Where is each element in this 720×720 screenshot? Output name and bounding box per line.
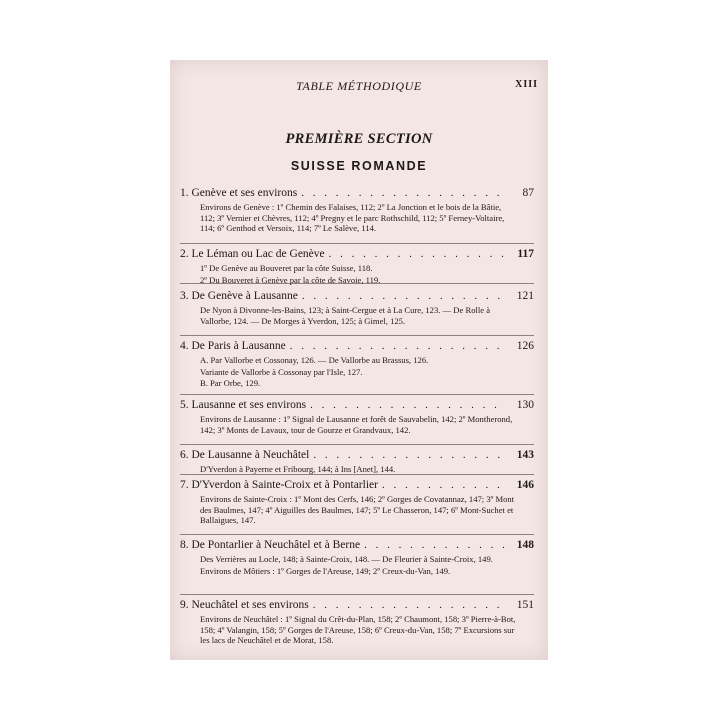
entry-divider: [180, 594, 534, 595]
entry-page: 151: [516, 599, 534, 611]
entry-detail: Environs de Neuchâtel : 1º Signal du Crêt-du-Plan, 158; 2º Chaumont, 158; 3º Pierre-à-Bot, 158; 4º Valangin, 158; 5º Gorges de l'Areuse, 158; 6º Creux-du-Van, 158; 7º Excursions sur les lacs de Neuchâtel et de Morat, 158.: [200, 614, 516, 646]
entry-detail: Environs de Sainte-Croix : 1º Mont des Cerfs, 146; 2º Gorges de Covatannaz, 147; 3º Mont des Baulmes, 147; 4º Aiguilles des Baulmes, 147; 5º Le Chasseron, 147; 6º Mont-Suchet et Ballaigues, 147.: [200, 494, 515, 526]
entry-page: 87: [522, 187, 534, 199]
entry-page: 148: [516, 539, 534, 551]
dot-leader: [310, 398, 506, 413]
book-page: [170, 60, 548, 660]
toc-entry-3: [180, 289, 534, 326]
entry-title: 3. De Genève à Lausanne: [180, 290, 298, 302]
running-head-title: TABLE MÉTHODIQUE: [296, 79, 422, 93]
entry-detail: De Nyon à Divonne-les-Bains, 123; à Saint-Cergue et à La Cure, 123. — De Rolle à Vallorbe, 124. — De Morges à Yverdon, 125; à Gimel, 125.: [200, 305, 491, 326]
entry-page: 143: [516, 449, 534, 461]
entry-page: 126: [516, 340, 534, 352]
toc-entry-4: [180, 339, 534, 389]
entry-page: 146: [516, 479, 534, 491]
toc-entry-5: [180, 398, 534, 435]
entry-divider: [180, 474, 534, 475]
dot-leader: [301, 186, 506, 201]
entry-title: 8. De Pontarlier à Neuchâtel et à Berne: [180, 539, 361, 551]
entry-detail: 2º Du Bouveret à Genève par la côte de Savoie, 119.: [200, 274, 381, 285]
entry-detail: Des Verrières au Locle, 148; à Sainte-Croix, 148. — De Fleurier à Sainte-Croix, 149.: [200, 554, 493, 564]
running-head: [170, 79, 548, 95]
dot-leader: [329, 247, 506, 262]
entry-title: 1. Genève et ses environs: [180, 187, 298, 199]
entry-title: 5. Lausanne et ses environs: [180, 399, 307, 411]
entry-divider: [180, 283, 534, 284]
toc-entry-7: [180, 478, 534, 526]
region-title: SUISSE ROMANDE: [290, 159, 428, 173]
dot-leader: [313, 598, 506, 613]
entry-detail: Environs de Genève : 1º Chemin des Falaises, 112; 2º La Jonction et le bois de la Bâtie, 112; 3º Vernier et Chèvres, 112; 4º Pregny et le parc Rothschild, 112; 5º Ferney-Voltaire, 114; 6º Genthod et Versoix, 114; 7º Le Salève, 114.: [200, 202, 505, 234]
entry-divider: [180, 335, 534, 336]
dot-leader: [302, 289, 506, 304]
entry-detail: B. Par Orbe, 129.: [200, 378, 261, 389]
entry-detail: D'Yverdon à Payerne et Fribourg, 144; à Ins [Anet], 144.: [200, 464, 396, 474]
entry-divider: [180, 243, 534, 244]
toc-entry-6: [180, 448, 534, 475]
entry-title: 2. Le Léman ou Lac de Genève: [180, 248, 325, 260]
toc-entry-1: [180, 186, 534, 234]
toc-entry-8: [180, 538, 534, 576]
entry-page: 117: [517, 248, 534, 260]
section-title: PREMIÈRE SECTION: [285, 131, 433, 147]
entry-detail: Variante de Vallorbe à Cossonay par l'Isle, 127.: [200, 366, 363, 377]
entry-detail: A. Par Vallorbe et Cossonay, 126. — De Vallorbe au Brassus, 126.: [200, 355, 429, 365]
entry-page: 121: [516, 290, 534, 302]
dot-leader: [364, 538, 506, 553]
entry-title: 6. De Lausanne à Neuchâtel: [180, 449, 310, 461]
toc-entry-2: [180, 247, 534, 285]
entry-title: 9. Neuchâtel et ses environs: [180, 599, 309, 611]
entry-divider: [180, 444, 534, 445]
entry-detail: Environs de Lausanne : 1º Signal de Lausanne et forêt de Sauvabelin, 142; 2º Montherond, 142; 3º Monts de Lavaux, tour de Gourze et Grandvaux, 142.: [200, 414, 513, 435]
entry-title: 4. De Paris à Lausanne: [180, 340, 286, 352]
dot-leader: [290, 339, 506, 354]
entry-detail: 1º De Genève au Bouveret par la côte Suisse, 118.: [200, 263, 373, 273]
entry-title: 7. D'Yverdon à Sainte-Croix et à Pontarlier: [180, 479, 378, 491]
dot-leader: [382, 478, 506, 493]
entry-detail: Environs de Môtiers : 1º Gorges de l'Areuse, 149; 2º Creux-du-Van, 149.: [200, 565, 451, 576]
entry-divider: [180, 394, 534, 395]
dot-leader: [313, 448, 506, 463]
entry-divider: [180, 534, 534, 535]
entry-page: 130: [516, 399, 534, 411]
toc-entry-9: [180, 598, 534, 646]
page-number: XIII: [515, 79, 538, 90]
